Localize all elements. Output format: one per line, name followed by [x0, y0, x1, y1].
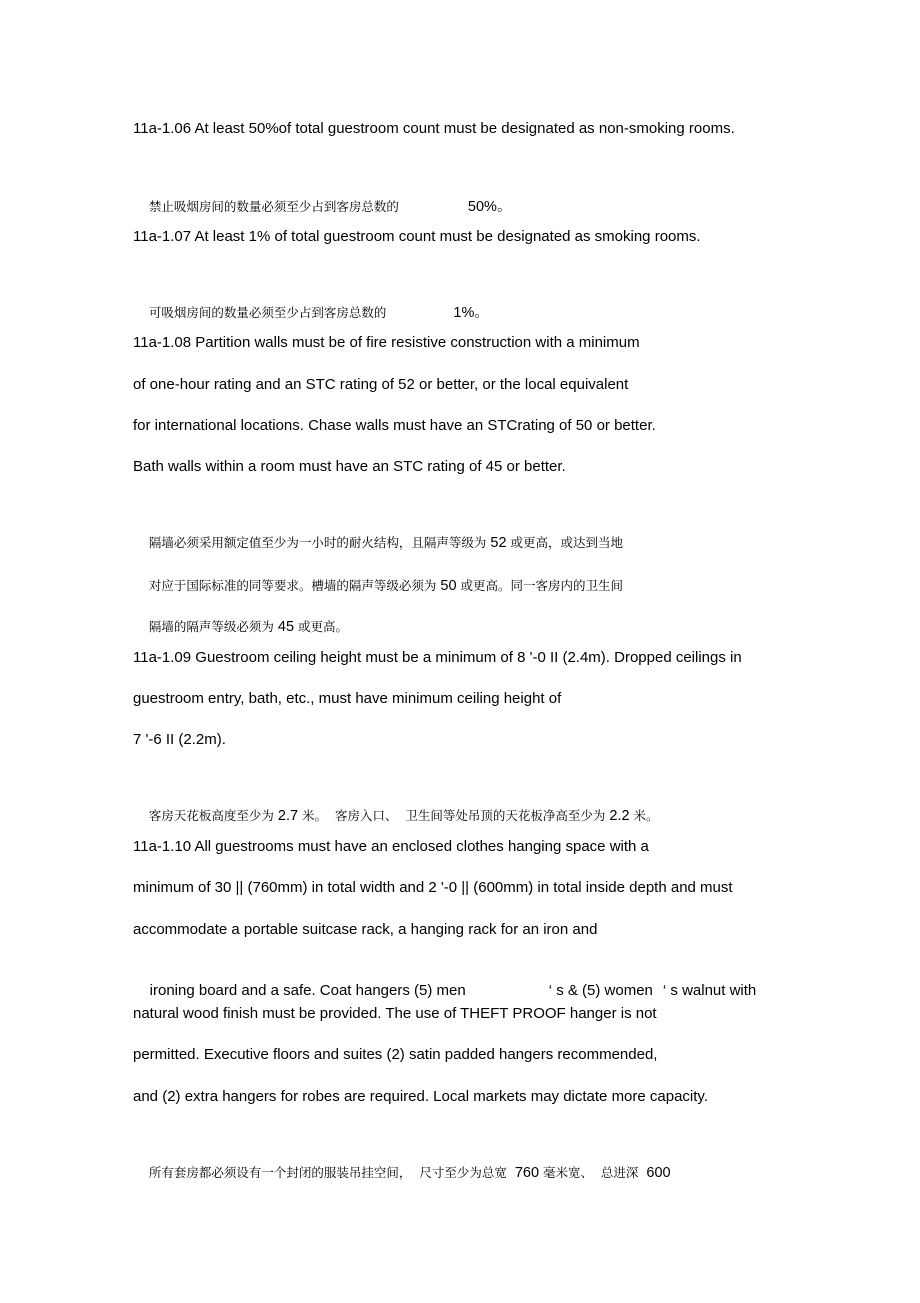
- para-11a-1-09-line: 11a-1.09 Guestroom ceiling height must be a minimum of 8 '-0 II (2.4m). Dropped ceilings in: [133, 649, 742, 666]
- para-11a-1-10-line: permitted. Executive floors and suites (2) satin padded hangers recommended,: [133, 1046, 658, 1063]
- para-11a-1-08-line: Bath walls within a room must have an STC rating of 45 or better.: [133, 458, 566, 475]
- text-segment: 1%。: [453, 305, 489, 321]
- text-segment: 隔墙必须采用额定值至少为一小时的耐火结构，且隔声等级为: [148, 535, 491, 550]
- para-11a-1-10-line: accommodate a portable suitcase rack, a hanging rack for an iron and: [133, 921, 598, 938]
- para-11a-1-08-zh-line: [133, 519, 623, 567]
- text-segment: 或更高，或达到当地: [506, 535, 624, 550]
- text-segment: 600: [646, 1165, 671, 1181]
- para-11a-1-10-line: 11a-1.10 All guestrooms must have an enclosed clothes hanging space with a: [133, 838, 649, 855]
- para-11a-1-06-zh: [133, 183, 511, 231]
- para-11a-1-09-line: guestroom entry, bath, etc., must have minimum ceiling height of: [133, 690, 562, 707]
- text-segment: 50%。: [467, 199, 512, 215]
- para-11a-1-08-zh-line: [133, 603, 348, 651]
- para-11a-1-08-line: 11a-1.08 Partition walls must be of fire resistive construction with a minimum: [133, 334, 640, 351]
- text-segment: 50: [440, 578, 457, 594]
- text-segment: 2.7: [277, 808, 299, 824]
- para-11a-1-08-line: for international locations. Chase walls must have an STCrating of 50 or better.: [133, 417, 656, 434]
- para-11a-1-08-line: of one-hour rating and an STC rating of 52 or better, or the local equivalent: [133, 376, 629, 393]
- para-11a-1-07-en: 11a-1.07 At least 1% of total guestroom count must be designated as smoking rooms.: [133, 228, 701, 245]
- text-segment: 或更高。同一客房内的卫生间: [456, 578, 624, 593]
- text-segment: 或更高。: [294, 619, 349, 634]
- text-segment: ‘ s walnut with: [662, 982, 757, 999]
- para-11a-1-10-line: natural wood finish must be provided. The use of THEFT PROOF hanger is not: [133, 1005, 657, 1022]
- text-segment: 米。: [629, 808, 659, 823]
- para-11a-1-10-zh: [133, 1149, 671, 1197]
- text-segment: 客房天花板高度至少为: [148, 808, 278, 823]
- text-segment: 45: [277, 619, 295, 635]
- text-segment: 对应于国际标准的同等要求。槽墙的隔声等级必须为: [148, 578, 441, 593]
- para-11a-1-10-line: and (2) extra hangers for robes are required. Local markets may dictate more capacity.: [133, 1088, 708, 1105]
- para-11a-1-06-en: 11a-1.06 At least 50%of total guestroom count must be designated as non-smoking rooms.: [133, 120, 735, 137]
- text-segment: 米。 客房入口、 卫生间等处吊顶的天花板净高至少为: [298, 808, 610, 823]
- text-segment: 禁止吸烟房间的数量必须至少占到客房总数的: [148, 199, 399, 214]
- text-segment: 所有套房都必须设有一个封闭的服装吊挂空间， 尺寸至少为总宽: [148, 1165, 515, 1180]
- text-segment: 毫米宽、 总进深: [539, 1165, 647, 1180]
- text-segment: ironing board and a safe. Coat hangers (5) men: [149, 982, 466, 999]
- text-segment: 2.2: [609, 808, 630, 824]
- text-segment: 隔墙的隔声等级必须为: [148, 619, 278, 634]
- text-segment: 760: [514, 1165, 540, 1181]
- text-segment: 52: [490, 535, 507, 551]
- para-11a-1-09-line: 7 '-6 II (2.2m).: [133, 731, 226, 748]
- text-segment: ‘ s & (5) women: [548, 982, 653, 999]
- para-11a-1-09-zh: [133, 792, 659, 840]
- para-11a-1-10-line: minimum of 30 || (760mm) in total width and 2 '-0 || (600mm) in total inside depth and must: [133, 879, 733, 896]
- text-segment: 可吸烟房间的数量必须至少占到客房总数的: [148, 305, 387, 320]
- para-11a-1-07-zh: [133, 289, 489, 337]
